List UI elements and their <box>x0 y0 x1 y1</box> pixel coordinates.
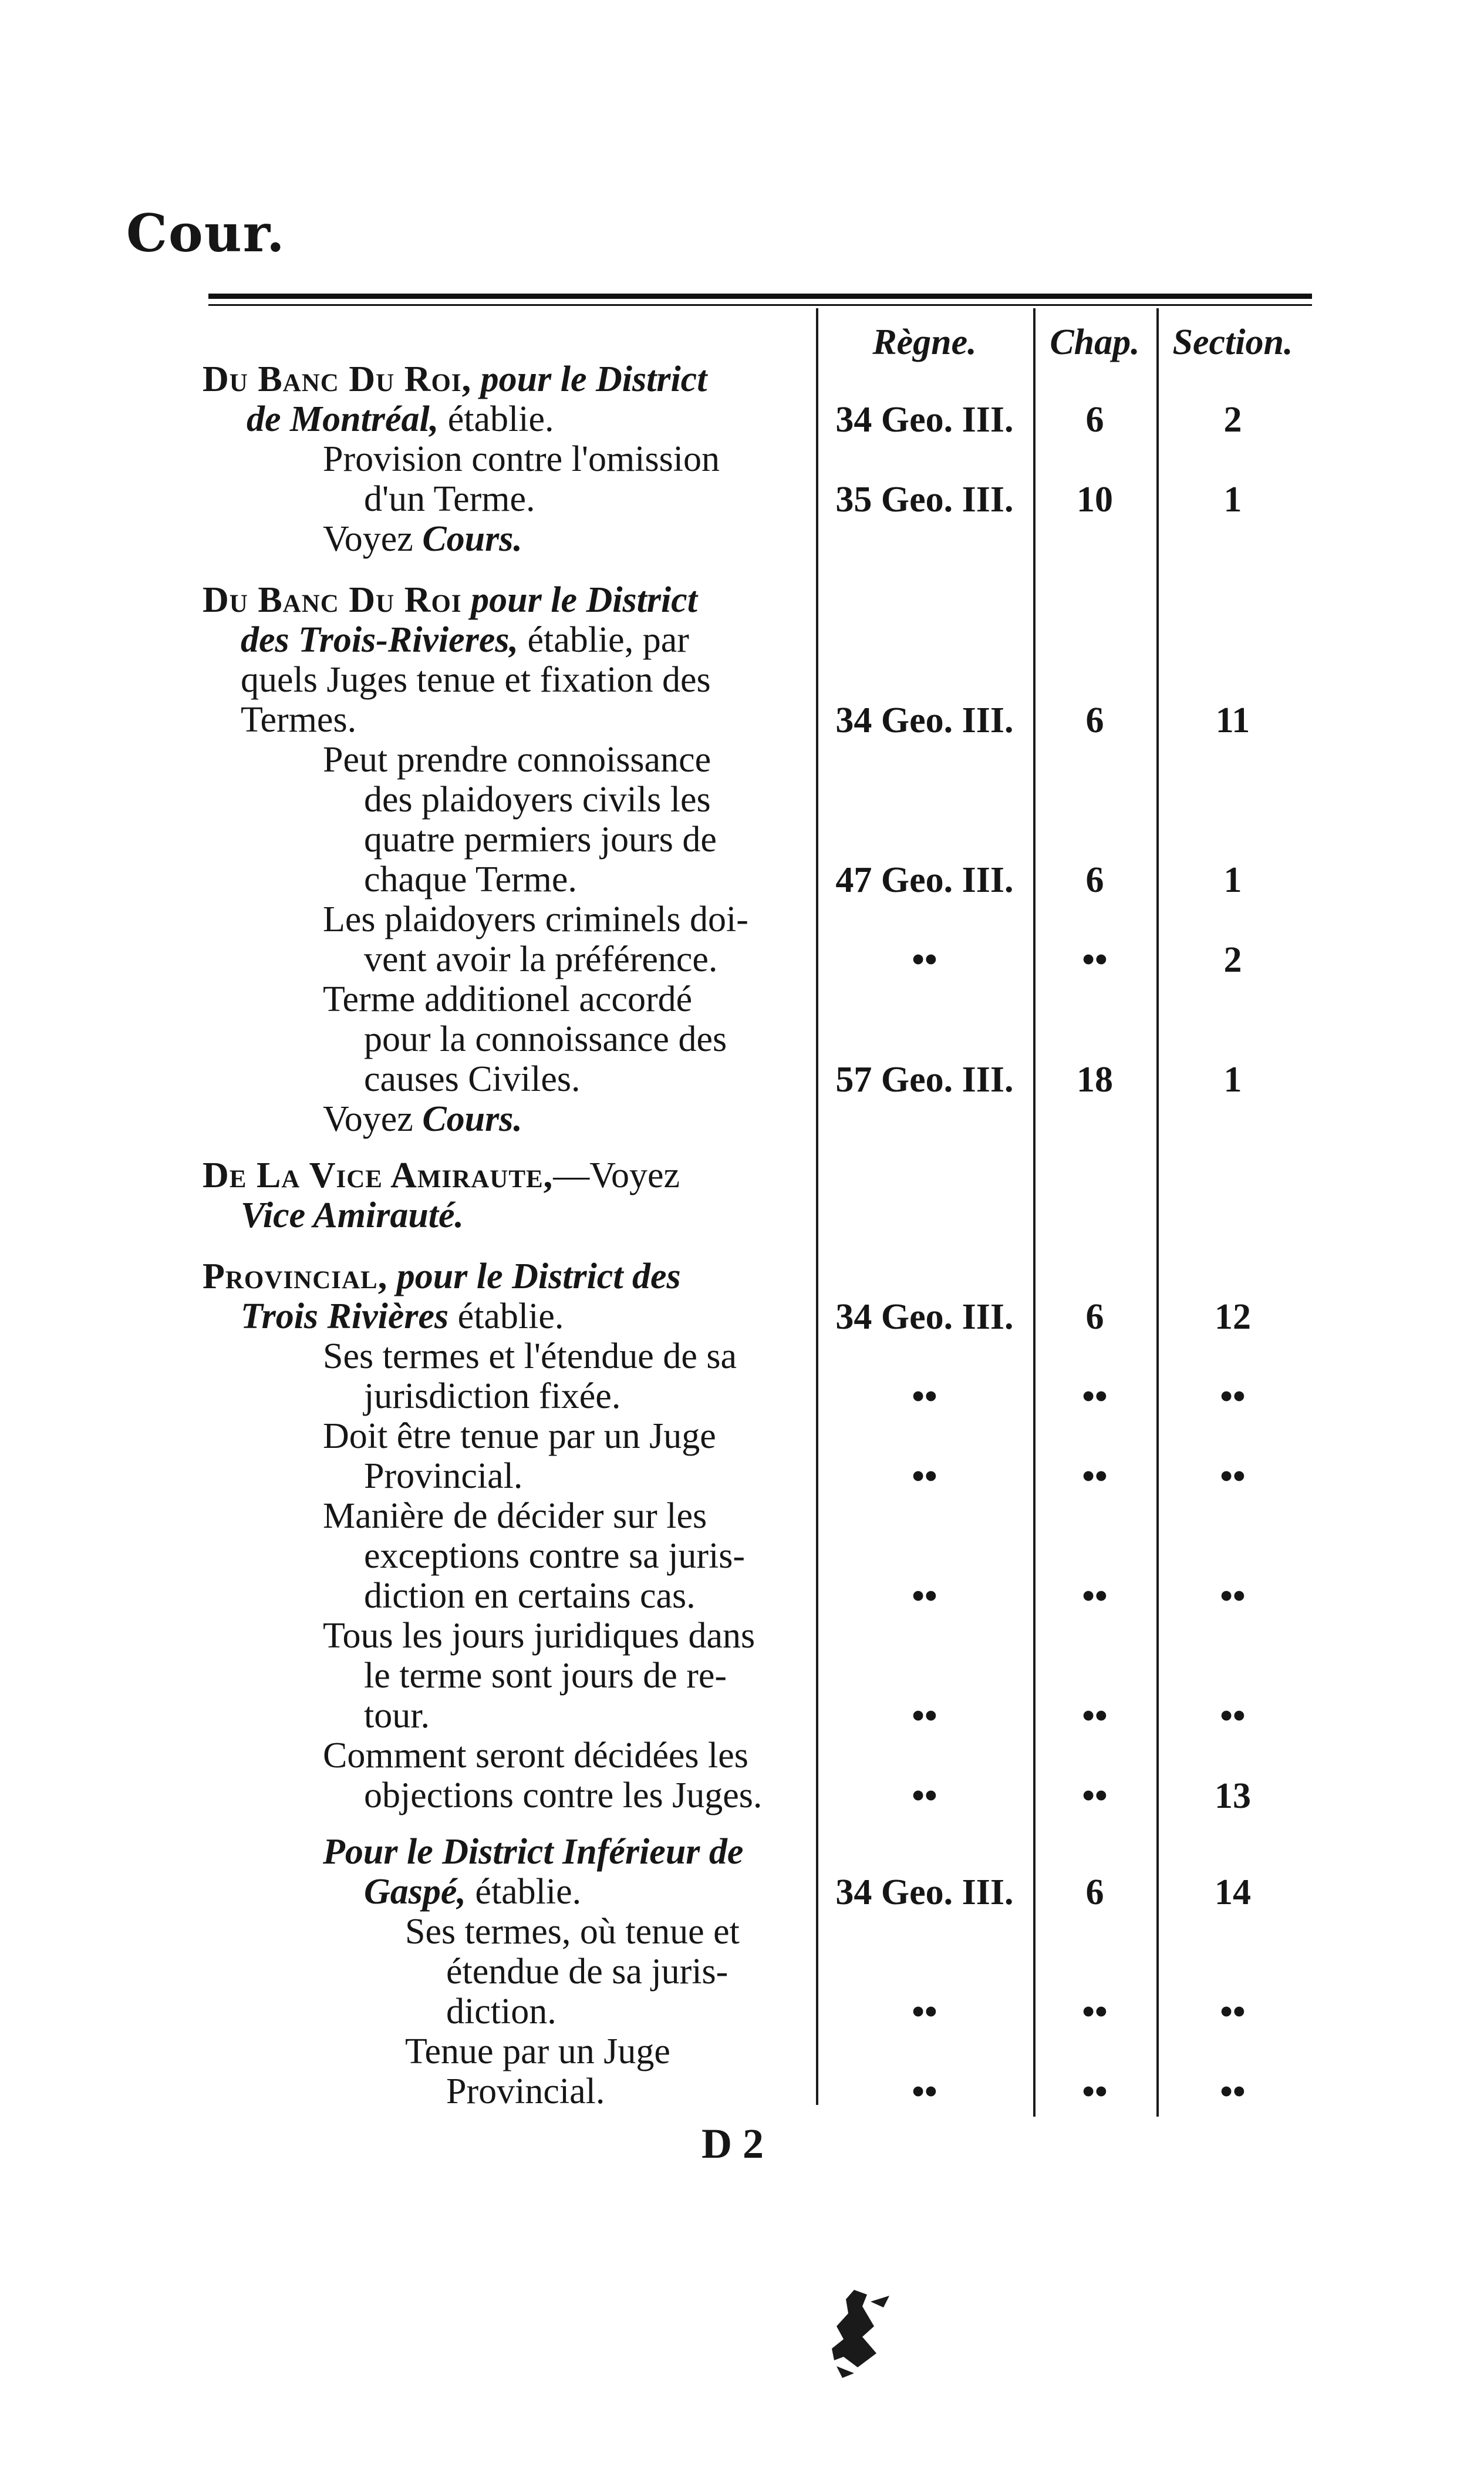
ref-regne: •• <box>912 1776 937 1816</box>
entry-italic-text: pour le District <box>471 359 707 399</box>
column-header-regne: Règne. <box>872 322 977 362</box>
entry-line <box>323 1832 743 1872</box>
ref-chapter: •• <box>1082 2072 1108 2112</box>
ref-section: 11 <box>1215 700 1250 740</box>
entry-text: exceptions contre sa juris- <box>364 1536 746 1576</box>
ornament-icon <box>801 2278 919 2384</box>
entry-line <box>446 2071 605 2111</box>
ref-chapter: 6 <box>1085 1297 1104 1337</box>
entry-text: tour. <box>364 1696 430 1736</box>
entry-line <box>364 1019 727 1059</box>
entry-text: diction. <box>446 1992 556 2032</box>
entry-italic-text: Gaspé, <box>364 1872 466 1912</box>
ref-section: •• <box>1220 1992 1246 2032</box>
ref-section: 1 <box>1223 1060 1242 1100</box>
ref-section: •• <box>1220 1457 1246 1497</box>
entry-text: pour la connoissance des <box>364 1019 727 1059</box>
header-rule-thin <box>208 304 1312 306</box>
entry-line <box>364 1536 745 1576</box>
entry-text: des plaidoyers civils les <box>364 780 711 820</box>
ref-chapter: 6 <box>1085 700 1104 740</box>
entry-text: le terme sont jours de re- <box>364 1656 727 1696</box>
ref-chapter: 10 <box>1077 480 1113 520</box>
ref-chapter: 6 <box>1085 400 1104 440</box>
ref-section: •• <box>1220 1576 1246 1616</box>
entry-line <box>203 359 707 399</box>
ref-chapter: •• <box>1082 940 1108 980</box>
entry-text: Les plaidoyers criminels doi- <box>323 900 748 939</box>
entry-text: Terme additionel accordé <box>323 979 693 1019</box>
entry-line <box>323 519 522 559</box>
ref-section: 14 <box>1215 1872 1251 1912</box>
entry-text: Ses termes et l'étendue de sa <box>323 1336 737 1376</box>
entry-line <box>203 1256 681 1296</box>
entry-line <box>446 1992 556 2032</box>
entry-heading-text: Du Banc Du Roi, <box>203 359 472 399</box>
entry-line <box>364 1696 430 1736</box>
entry-line <box>364 1376 620 1416</box>
entry-text: Doit être tenue par un Juge <box>323 1416 716 1456</box>
running-head: Cour. <box>126 203 286 264</box>
entry-line <box>446 1952 728 1992</box>
entry-italic-text: Pour le District Inférieur de <box>323 1832 744 1872</box>
entry-text: Voyez <box>323 519 423 559</box>
entry-line <box>323 439 720 479</box>
ref-regne: 34 Geo. III. <box>835 1872 1014 1912</box>
entry-heading-text: Du Banc Du Roi <box>203 580 462 620</box>
column-divider-chap <box>1156 308 1159 2117</box>
entry-italic-text: Cours. <box>422 1099 522 1139</box>
ref-regne: •• <box>912 940 937 980</box>
entry-line <box>323 979 692 1019</box>
entry-line <box>247 399 554 439</box>
entry-italic-text: des Trois-Rivieres, <box>241 620 518 660</box>
entry-line <box>405 2032 670 2071</box>
entry-line <box>364 479 535 519</box>
ref-regne: •• <box>912 1992 937 2032</box>
entry-line <box>364 860 577 900</box>
entry-line <box>323 1416 716 1456</box>
entry-italic-text: pour le District <box>461 580 697 620</box>
entry-text: chaque Terme. <box>364 860 577 900</box>
entry-line <box>323 900 748 939</box>
ref-chapter: •• <box>1082 1696 1108 1736</box>
entry-text: Manière de décider sur les <box>323 1496 707 1536</box>
ref-regne: 34 Geo. III. <box>835 700 1014 740</box>
ref-regne: 57 Geo. III. <box>835 1060 1014 1100</box>
entry-text: Tenue par un Juge <box>405 2032 670 2071</box>
ref-section: •• <box>1220 2072 1246 2112</box>
entry-italic-text: pour le District des <box>387 1256 681 1296</box>
entry-text: —Voyez <box>553 1155 680 1195</box>
entry-text: étendue de sa juris- <box>446 1952 728 1992</box>
entry-line <box>364 1576 696 1616</box>
column-divider-regne <box>1033 308 1036 2117</box>
entry-text: objections contre les Juges. <box>364 1776 763 1815</box>
column-header-section: Section. <box>1172 322 1293 362</box>
entry-line <box>364 1456 522 1496</box>
column-header-chap: Chap. <box>1050 322 1140 362</box>
ref-chapter: 18 <box>1077 1060 1113 1100</box>
ref-chapter: 6 <box>1085 1872 1104 1912</box>
ref-chapter: •• <box>1082 1576 1108 1616</box>
entry-text: Provision contre l'omission <box>323 439 720 479</box>
entry-text: Comment seront décidées les <box>323 1736 748 1776</box>
entry-heading-text: Provincial, <box>203 1256 388 1296</box>
entry-text: établie. <box>448 1296 564 1336</box>
entry-line <box>241 1195 464 1235</box>
ref-section: 1 <box>1223 860 1242 900</box>
entry-line <box>323 1099 522 1139</box>
ref-regne: •• <box>912 2072 937 2112</box>
entry-text: quatre permiers jours de <box>364 820 717 860</box>
ref-regne: •• <box>912 1457 937 1497</box>
entry-line <box>203 1155 680 1195</box>
ref-section: 2 <box>1223 940 1242 980</box>
ref-chapter: •• <box>1082 1457 1108 1497</box>
entry-text: établie. <box>439 399 554 439</box>
ref-section: •• <box>1220 1377 1246 1417</box>
entry-line <box>323 1496 707 1536</box>
entry-line <box>323 740 711 780</box>
entry-line <box>241 700 356 740</box>
ref-section: 12 <box>1215 1297 1251 1337</box>
ref-section: 1 <box>1223 480 1242 520</box>
ref-regne: •• <box>912 1377 937 1417</box>
entry-line <box>323 1736 748 1776</box>
ref-chapter: 6 <box>1085 860 1104 900</box>
entry-text: Termes. <box>241 700 357 740</box>
column-divider-text <box>816 308 818 2105</box>
entry-text: causes Civiles. <box>364 1059 581 1099</box>
entry-line <box>364 780 711 820</box>
entry-text: vent avoir la préférence. <box>364 939 718 979</box>
signature-mark: D 2 <box>701 2120 764 2167</box>
entry-heading-text: De La Vice Amiraute, <box>203 1155 554 1195</box>
header-rule-thick <box>208 294 1312 299</box>
entry-text: jurisdiction fixée. <box>364 1376 621 1416</box>
ref-regne: 34 Geo. III. <box>835 400 1014 440</box>
entry-italic-text: Cours. <box>422 519 522 559</box>
ref-section: •• <box>1220 1696 1246 1736</box>
ref-regne: 35 Geo. III. <box>835 480 1014 520</box>
entry-line <box>364 1776 762 1815</box>
ref-section: 2 <box>1223 400 1242 440</box>
entry-text: établie, par <box>518 620 689 660</box>
entry-line <box>323 1616 755 1656</box>
entry-text: diction en certains cas. <box>364 1576 696 1616</box>
entry-text: Tous les jours juridiques dans <box>323 1616 756 1656</box>
entry-italic-text: de Montréal, <box>247 399 439 439</box>
entry-line <box>364 1656 727 1696</box>
entry-line <box>203 580 697 620</box>
entry-text: Provincial. <box>446 2071 605 2111</box>
entry-line <box>364 1059 581 1099</box>
entry-line <box>241 1296 564 1336</box>
entry-text: Voyez <box>323 1099 423 1139</box>
entry-text: établie. <box>466 1872 582 1912</box>
entry-line <box>241 620 689 660</box>
entry-line <box>241 660 711 700</box>
ref-regne: 34 Geo. III. <box>835 1297 1014 1337</box>
ref-chapter: •• <box>1082 1992 1108 2032</box>
entry-text: Ses termes, où tenue et <box>405 1912 740 1952</box>
ref-regne: •• <box>912 1576 937 1616</box>
entry-text: Peut prendre connoissance <box>323 740 711 780</box>
entry-line <box>364 820 717 860</box>
entry-line <box>323 1336 737 1376</box>
entry-line <box>405 1912 740 1952</box>
entry-text: d'un Terme. <box>364 479 535 519</box>
entry-italic-text: Trois Rivières <box>241 1296 449 1336</box>
ref-regne: 47 Geo. III. <box>835 860 1014 900</box>
entry-line <box>364 1872 581 1912</box>
ref-section: 13 <box>1215 1776 1251 1816</box>
entry-text: Provincial. <box>364 1456 523 1496</box>
ref-chapter: •• <box>1082 1377 1108 1417</box>
entry-text: quels Juges tenue et fixation des <box>241 660 711 700</box>
entry-line <box>364 939 717 979</box>
ref-regne: •• <box>912 1696 937 1736</box>
ref-chapter: •• <box>1082 1776 1108 1816</box>
entry-italic-text: Vice Amirauté. <box>241 1195 464 1235</box>
